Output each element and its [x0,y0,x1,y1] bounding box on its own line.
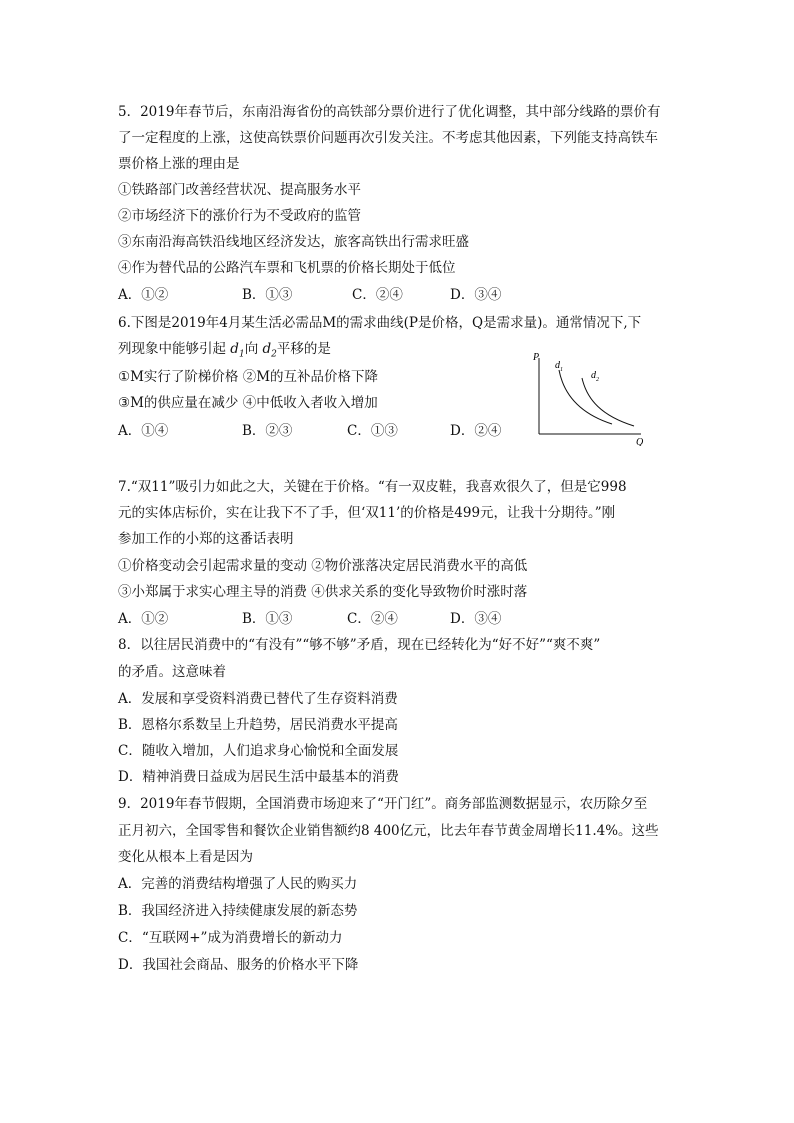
q5-item-1: ①铁路部门改善经营状况、提高服务水平 [118,182,361,198]
q8-line-2: 的矛盾。这意味着 [118,664,226,680]
q6-d2-label [262,341,277,360]
q5-item-3: ③东南沿海高铁沿线地区经济发达，旅客高铁出行需求旺盛 [118,234,469,250]
q7-line-1: 7.“双11”吸引力如此之大，关键在于价格。“有一双皮鞋，我喜欢很久了，但是它998 [118,479,627,495]
q6-option-a: A．①④ [118,423,169,439]
q5-option-b: B．①③ [242,287,293,303]
q6-d2-main: d [262,341,272,357]
q7-option-d: D．③④ [450,611,502,627]
q5-line-3: 票价格上涨的理由是 [118,156,240,172]
q6-d1-label [230,341,245,360]
q6-line-2 [118,340,331,364]
q5-option-c: C．②④ [352,287,403,303]
curve-d1-label-main: d [555,360,560,371]
q6-option-c: C．①③ [347,423,398,439]
q6-line-1: 6.下图是2019年4月某生活必需品M的需求曲线(P是价格，Q是需求量)。通常情况下,下 [118,315,642,331]
q5-option-a: A．①② [118,287,169,303]
q8-option-b: B．恩格尔系数呈上升趋势，居民消费水平提高 [118,717,398,733]
q5-item-4: ④作为替代品的公路汽车票和飞机票的价格长期处于低位 [118,260,456,276]
q5-item-2: ②市场经济下的涨价行为不受政府的监管 [118,208,361,224]
q9-option-c: C．“互联网+”成为消费增长的新动力 [118,930,343,946]
demand-curve-graph [526,348,656,446]
q9-option-d: D．我国社会商品、服务的价格水平下降 [118,957,359,973]
q9-line-3: 变化从根本上看是因为 [118,849,253,865]
q7-option-b: B．①③ [242,611,293,627]
q7-item-1: ①价格变动会引起需求量的变动 ②物价涨落决定居民消费水平的高低 [118,558,528,574]
q6-d1-sub: 1 [238,349,245,360]
q6-line-2-mid: 向 [244,341,259,357]
curve-d2-label [591,370,599,383]
y-axis-label: P [533,352,540,363]
x-axis-label: Q [636,437,644,446]
q6-items-1: ①M实行了阶梯价格 ②M的互补品价格下降 [118,369,379,385]
curve-d1-label-sub: 1 [560,367,563,373]
q6-d2-sub: 2 [271,349,277,360]
q9-line-2: 正月初六，全国零售和餐饮企业销售额约8 400亿元，比去年春节黄金周增长11.4%。这些 [118,823,659,839]
q9-option-a: A．完善的消费结构增强了人民的购买力 [118,876,358,892]
q8-option-d: D．精神消费日益成为居民生活中最基本的消费 [118,769,399,785]
curve-d2 [582,378,634,426]
curve-d2-label-sub: 2 [596,377,599,383]
q6-d1-main: d [230,341,239,357]
q9-line-1: 9．2019年春节假期，全国消费市场迎来了“开门红”。商务部监测数据显示，农历除夕至 [118,796,648,812]
q7-option-c: C．②④ [347,611,398,627]
q8-line-1: 8．以往居民消费中的“有没有”“够不够”矛盾，现在已经转化为“好不好”“爽不爽” [118,637,601,653]
q8-option-a: A．发展和享受资料消费已替代了生存资料消费 [118,691,398,707]
q6-option-b: B．②③ [242,423,293,439]
q5-line-1: 5．2019年春节后，东南沿海省份的高铁部分票价进行了优化调整，其中部分线路的票价有 [118,104,661,120]
q5-line-2: 了一定程度的上涨，这使高铁票价问题再次引发关注。不考虑其他因素，下列能支持高铁车 [118,130,658,146]
curve-d1 [559,370,612,424]
q8-option-c: C．随收入增加，人们追求身心愉悦和全面发展 [118,743,399,759]
q9-option-b: B．我国经济进入持续健康发展的新态势 [118,903,358,919]
q6-line-2-suffix: 平移的是 [276,341,331,357]
q5-option-d: D．③④ [450,287,502,303]
q6-option-d: D．②④ [450,423,502,439]
q7-line-2: 元的实体店标价，实在让我下不了手，但‘双11’的价格是499元，让我十分期待。”刚 [118,505,616,521]
q6-line-2-prefix: 列现象中能够引起 [118,341,226,357]
q7-option-a: A．①② [118,611,169,627]
q7-line-3: 参加工作的小郑的这番话表明 [118,531,294,547]
q7-item-2: ③小郑属于求实心理主导的消费 ④供求关系的变化导致物价时涨时落 [118,584,528,600]
curve-d2-label-main: d [591,370,596,381]
q6-items-2: ③M的供应量在减少 ④中低收入者收入增加 [118,395,378,411]
